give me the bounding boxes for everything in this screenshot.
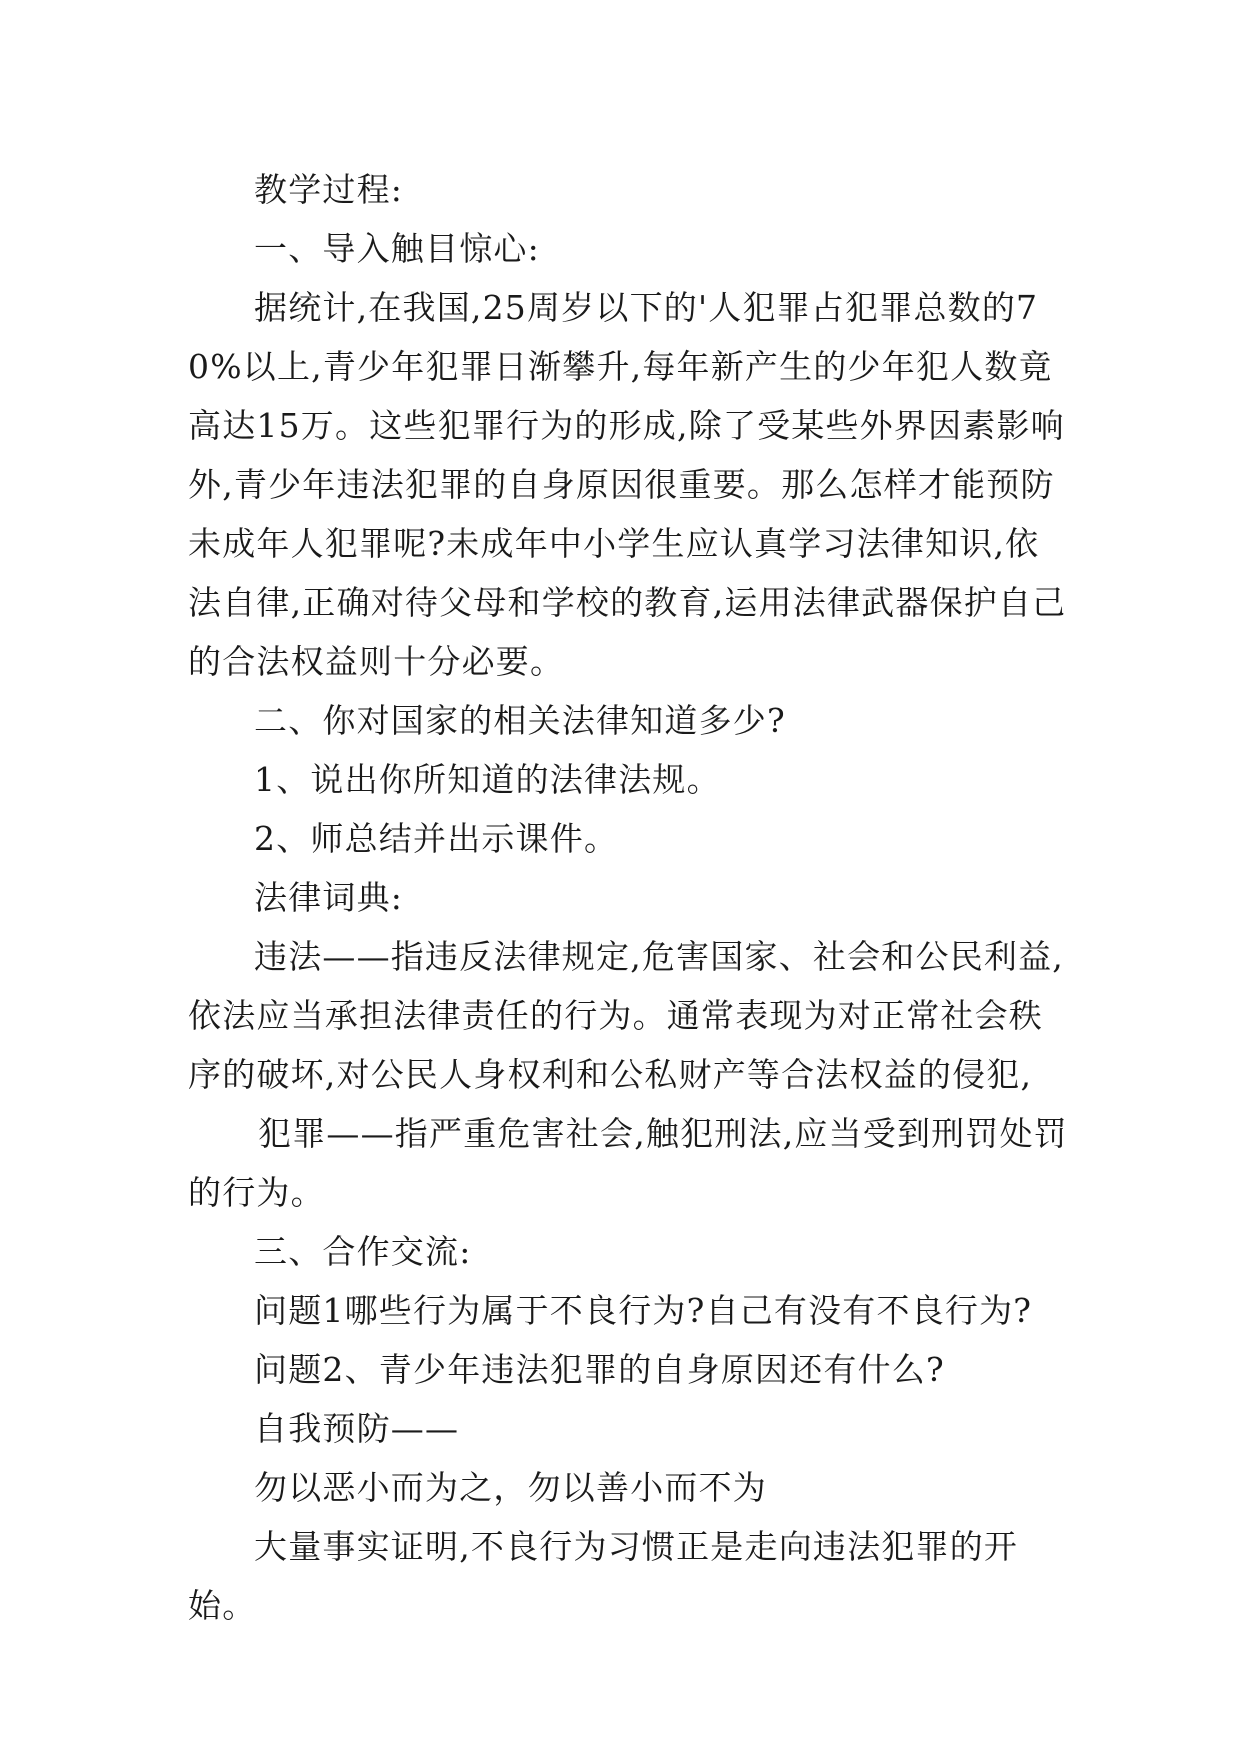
paragraph-statistics: 据统计,在我国,25周岁以下的'人犯罪占犯罪总数的70%以上,青少年犯罪日渐攀升,每年新产生的少年犯人数竟高达15万。这些犯罪行为的形成,除了受某些外界因素影响外,青少年违法犯罪的自身原因很重要。那么怎样才能预防未成年人犯罪呢?未成年中小学生应认真学习法律知识,依法自律,正确对待父母和学校的教育,运用法律武器保护自己的合法权益则十分必要。	[188, 288, 1067, 681]
document-body	[188, 160, 1068, 1635]
question-2: 问题2、青少年违法犯罪的自身原因还有什么?	[254, 1350, 945, 1389]
conclusion-line: 大量事实证明,不良行为习惯正是走向违法犯罪的开始。	[188, 1527, 1019, 1625]
proverb-line: 勿以恶小而为之，勿以善小而不为	[254, 1468, 767, 1507]
self-prevention-heading: 自我预防——	[254, 1409, 460, 1448]
list-item-1: 1、说出你所知道的法律法规。	[254, 760, 721, 799]
glossary-entry-violation: 违法——指违反法律规定,危害国家、社会和公民利益,依法应当承担法律责任的行为。通常表现为对正常社会秩序的破坏,对公民人身权利和公私财产等合法权益的侵犯,	[188, 937, 1064, 1094]
section-heading-law-knowledge: 二、你对国家的相关法律知道多少?	[254, 701, 786, 740]
section-heading-intro: 一、导入触目惊心:	[254, 229, 540, 268]
list-item-2: 2、师总结并出示课件。	[254, 819, 619, 858]
glossary-entry-crime: 犯罪——指严重危害社会,触犯刑法,应当受到刑罚处罚的行为。	[188, 1114, 1068, 1212]
question-1: 问题1哪些行为属于不良行为?自己有没有不良行为?	[254, 1291, 1033, 1330]
glossary-heading: 法律词典:	[254, 878, 404, 917]
section-heading-process: 教学过程:	[254, 170, 404, 209]
section-heading-cooperation: 三、合作交流:	[254, 1232, 472, 1271]
